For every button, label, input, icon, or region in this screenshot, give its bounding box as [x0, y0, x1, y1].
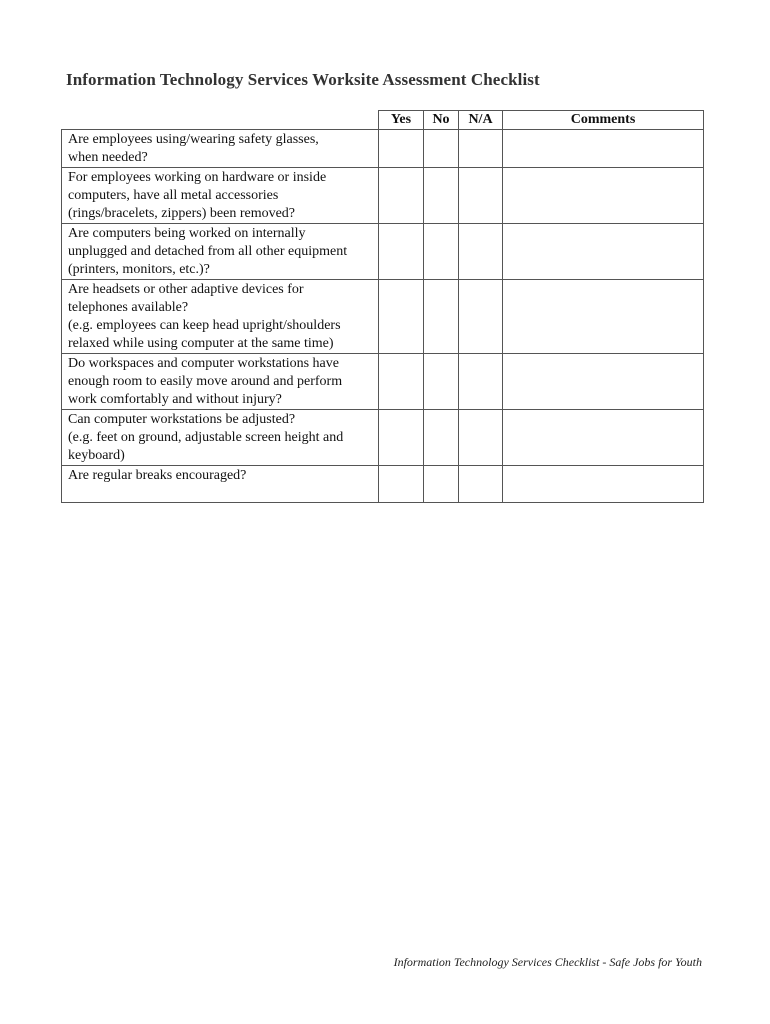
page-footer: Information Technology Services Checklist - Safe Jobs for Youth	[393, 955, 702, 969]
no-cell[interactable]	[424, 168, 459, 224]
question-line: (e.g. feet on ground, adjustable screen height and	[68, 430, 344, 445]
na-column-header: N/A	[459, 111, 503, 130]
table-row	[62, 168, 704, 224]
question-line: telephones available?	[68, 300, 189, 315]
question-line: (printers, monitors, etc.)?	[68, 262, 210, 277]
question-line: Are employees using/wearing safety glasses,	[68, 132, 319, 147]
na-cell[interactable]	[459, 168, 503, 224]
question-text	[62, 224, 379, 280]
comments-cell[interactable]	[503, 130, 704, 168]
question-line: work comfortably and without injury?	[68, 392, 282, 407]
question-text	[62, 410, 379, 466]
page-title: Information Technology Services Worksite Assessment Checklist	[66, 70, 540, 89]
na-cell[interactable]	[459, 410, 503, 466]
question-text	[62, 168, 379, 224]
no-column-header: No	[424, 111, 459, 130]
yes-cell[interactable]	[379, 354, 424, 410]
yes-cell[interactable]	[379, 466, 424, 503]
no-cell[interactable]	[424, 466, 459, 503]
yes-cell[interactable]	[379, 410, 424, 466]
na-cell[interactable]	[459, 224, 503, 280]
assessment-checklist-table	[61, 110, 704, 503]
question-text	[62, 354, 379, 410]
na-cell[interactable]	[459, 130, 503, 168]
question-line: (e.g. employees can keep head upright/shoulders	[68, 318, 341, 333]
question-line: Are regular breaks encouraged?	[68, 468, 247, 483]
yes-cell[interactable]	[379, 168, 424, 224]
no-cell[interactable]	[424, 130, 459, 168]
question-line: relaxed while using computer at the same time)	[68, 336, 334, 351]
table-row	[62, 354, 704, 410]
comments-cell[interactable]	[503, 354, 704, 410]
table-row	[62, 466, 704, 503]
comments-cell[interactable]	[503, 224, 704, 280]
question-line: unplugged and detached from all other equipment	[68, 244, 348, 259]
table-row	[62, 280, 704, 354]
question-text	[62, 466, 379, 503]
yes-cell[interactable]	[379, 130, 424, 168]
no-cell[interactable]	[424, 410, 459, 466]
question-line: keyboard)	[68, 448, 125, 463]
yes-column-header: Yes	[379, 111, 424, 130]
comments-cell[interactable]	[503, 280, 704, 354]
question-line: For employees working on hardware or inside	[68, 170, 327, 185]
question-line: Are headsets or other adaptive devices for	[68, 282, 304, 297]
na-cell[interactable]	[459, 466, 503, 503]
question-line: when needed?	[68, 150, 148, 165]
comments-cell[interactable]	[503, 410, 704, 466]
question-line: enough room to easily move around and perform	[68, 374, 343, 389]
comments-column-header: Comments	[503, 111, 704, 130]
question-line: computers, have all metal accessories	[68, 188, 279, 203]
comments-cell[interactable]	[503, 466, 704, 503]
question-text	[62, 280, 379, 354]
na-cell[interactable]	[459, 354, 503, 410]
no-cell[interactable]	[424, 224, 459, 280]
question-text	[62, 130, 379, 168]
table-row	[62, 410, 704, 466]
yes-cell[interactable]	[379, 224, 424, 280]
table-row	[62, 130, 704, 168]
question-line: (rings/bracelets, zippers) been removed?	[68, 206, 296, 221]
comments-cell[interactable]	[503, 168, 704, 224]
no-cell[interactable]	[424, 354, 459, 410]
question-column-header	[62, 111, 379, 130]
question-line: Do workspaces and computer workstations have	[68, 356, 339, 371]
question-line: Are computers being worked on internally	[68, 226, 306, 241]
no-cell[interactable]	[424, 280, 459, 354]
header-row	[62, 111, 704, 130]
na-cell[interactable]	[459, 280, 503, 354]
question-line: Can computer workstations be adjusted?	[68, 412, 296, 427]
yes-cell[interactable]	[379, 280, 424, 354]
table-row	[62, 224, 704, 280]
